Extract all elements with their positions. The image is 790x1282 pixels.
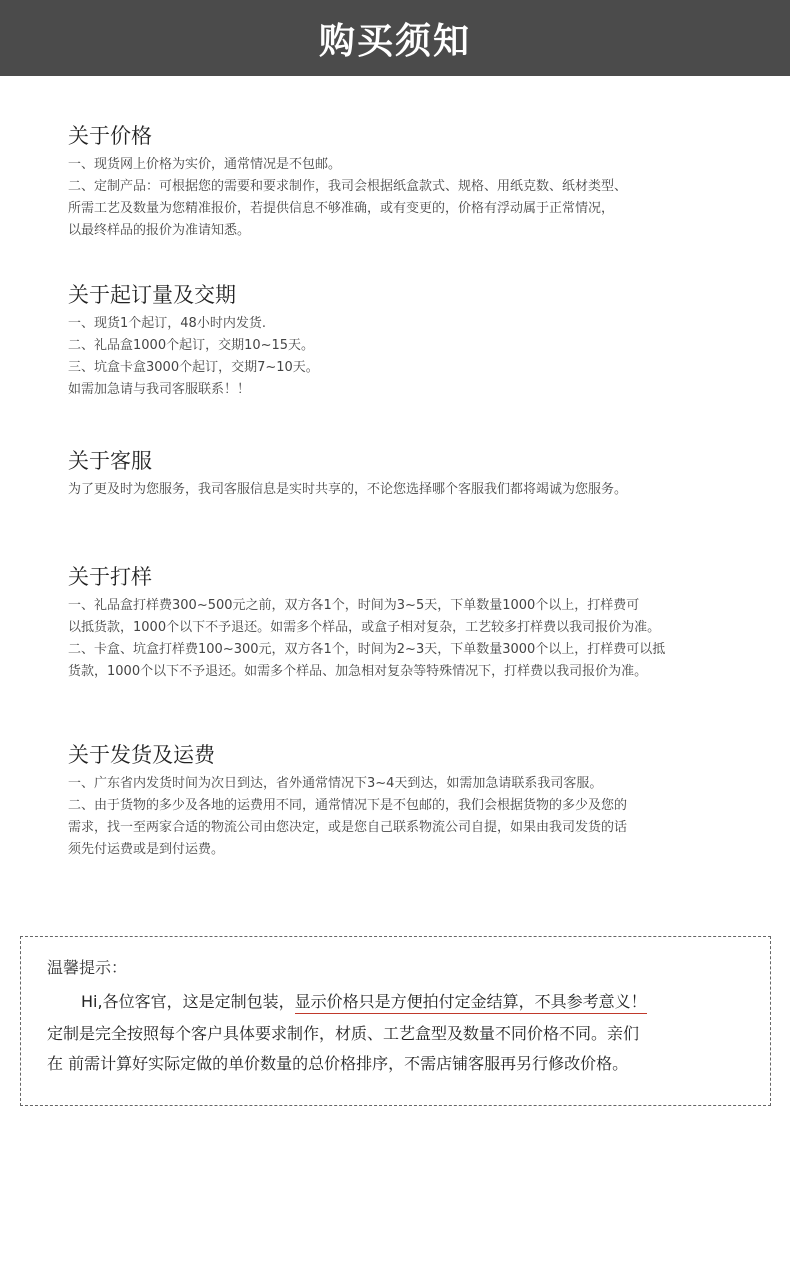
section-moq	[68, 281, 748, 401]
section-line: 以最终样品的报价为准请知悉。	[68, 223, 251, 238]
page-header	[0, 0, 790, 76]
section-title: 关于客服	[68, 449, 152, 473]
tip-line: 在 前需计算好实际定做的单价数量的总价格排序，不需店铺客服再另行修改价格。	[47, 1054, 629, 1073]
tip-line: 定制是完全按照每个客户具体要求制作，材质、工艺盒型及数量不同价格不同。亲们	[47, 1024, 640, 1043]
section-title: 关于起订量及交期	[68, 283, 236, 307]
section-line: 如需加急请与我司客服联系！！	[68, 382, 251, 397]
section-line: 二、定制产品：可根据您的需要和要求制作，我司会根据纸盒款式、规格、用纸克数、纸材类型、	[68, 179, 628, 194]
section-line: 一、现货网上价格为实价，通常情况是不包邮。	[68, 157, 342, 172]
section-line: 货款，1000个以下不予退还。如需多个样品、加急相对复杂等特殊情况下，打样费以我司报价为准。	[68, 664, 648, 679]
section-line: 所需工艺及数量为您精准报价，若提供信息不够准确，或有变更的，价格有浮动属于正常情况，	[68, 201, 615, 216]
section-line: 须先付运费或是到付运费。	[68, 842, 225, 857]
section-line: 三、坑盒卡盒3000个起订，交期7~10天。	[68, 360, 319, 375]
tip-title: 温馨提示：	[47, 958, 128, 977]
section-title: 关于打样	[68, 565, 152, 589]
tip-box	[20, 936, 771, 1106]
section-line: 二、卡盒、坑盒打样费100~300元，双方各1个，时间为2~3天，下单数量3000个以上，打样费可以抵	[68, 642, 666, 657]
section-price	[68, 122, 748, 242]
section-service	[68, 447, 748, 501]
section-line: 需求，找一至两家合适的物流公司由您决定，或是您自己联系物流公司自提，如果由我司发货的话	[68, 820, 628, 835]
section-line: 一、礼品盒打样费300~500元之前，双方各1个，时间为3~5天，下单数量1000个以上，打样费可	[68, 598, 640, 613]
section-shipping	[68, 741, 748, 861]
section-title: 关于发货及运费	[68, 743, 215, 767]
section-line: 一、现货1个起订，48小时内发货.	[68, 316, 266, 331]
section-line: 为了更及时为您服务，我司客服信息是实时共享的，不论您选择哪个客服我们都将竭诚为您服务。	[68, 482, 628, 497]
section-title: 关于价格	[68, 124, 152, 148]
section-line: 二、由于货物的多少及各地的运费用不同，通常情况下是不包邮的，我们会根据货物的多少及您的	[68, 798, 628, 813]
tip-highlight-text: 显示价格只是方便拍付定金结算，不具参考意义！	[295, 992, 647, 1014]
section-line: 二、礼品盒1000个起订，交期10~15天。	[68, 338, 315, 353]
section-line: 以抵货款，1000个以下不予退还。如需多个样品，或盒子相对复杂，工艺较多打样费以我司报价为准。	[68, 620, 661, 635]
section-line: 一、广东省内发货时间为次日到达，省外通常情况下3~4天到达，如需加急请联系我司客服。	[68, 776, 603, 791]
section-sampling	[68, 563, 748, 683]
page-title: 购买须知	[318, 20, 471, 62]
tip-text: Hi,各位客官，这是定制包装，	[81, 992, 295, 1011]
tip-line	[81, 989, 647, 1012]
